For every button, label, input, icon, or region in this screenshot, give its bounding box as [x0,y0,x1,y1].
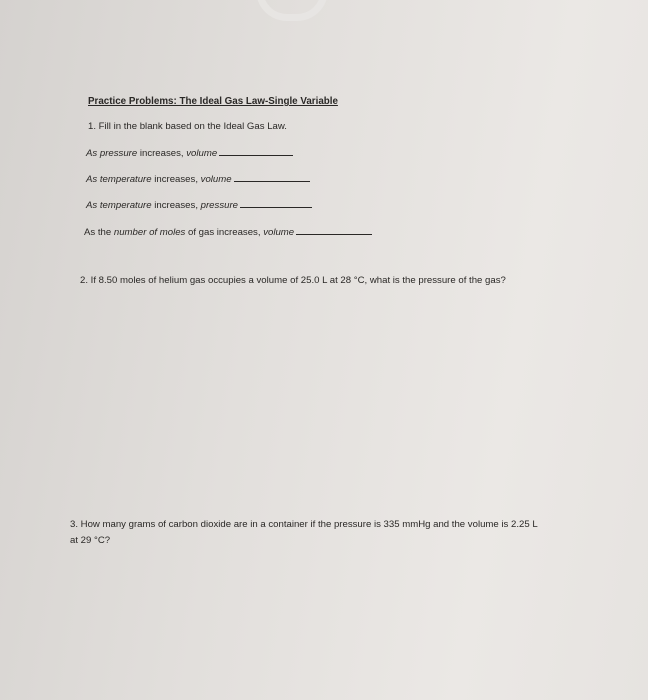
worksheet-title: Practice Problems: The Ideal Gas Law-Single Variable [88,96,338,107]
answer-blank-3[interactable] [240,199,312,208]
q1-item-3-italic-b: pressure [200,200,238,211]
q1-item-4-italic-a: number of moles [113,227,186,238]
q1-prompt: 1. Fill in the blank based on the Ideal Gas Law. [88,121,287,132]
answer-blank-1[interactable] [219,147,293,156]
q1-item-3-mid: increases, [151,200,201,211]
q1-item-2-mid: increases, [151,174,201,185]
q1-item-1-italic-a: As pressure [86,148,138,159]
answer-blank-4[interactable] [296,226,372,235]
q1-item-2-italic-b: volume [200,174,232,185]
question-3: 3. How many grams of carbon dioxide are in a container if the pressure is 335 mmHg and the volume is 2.25 L at 29 °C? [70,519,538,546]
q1-item-4-mid: of gas increases, [185,227,264,238]
q1-item-2-italic-a: As temperature [86,174,152,185]
q1-item-4-lead: As the [84,227,114,238]
q1-item-1 [86,147,293,159]
q1-item-4-italic-b: volume [263,227,295,238]
q1-item-1-mid: increases, [137,148,187,159]
q1-item-2 [86,173,310,185]
q1-item-3 [86,199,312,211]
q1-item-4 [84,226,372,238]
q1-item-1-italic-b: volume [186,148,218,159]
q1-item-3-italic-a: As temperature [86,200,152,211]
question-2: 2. If 8.50 moles of helium gas occupies a volume of 25.0 L at 28 °C, what is the pressure of the gas? [80,275,506,286]
answer-blank-2[interactable] [234,173,310,182]
